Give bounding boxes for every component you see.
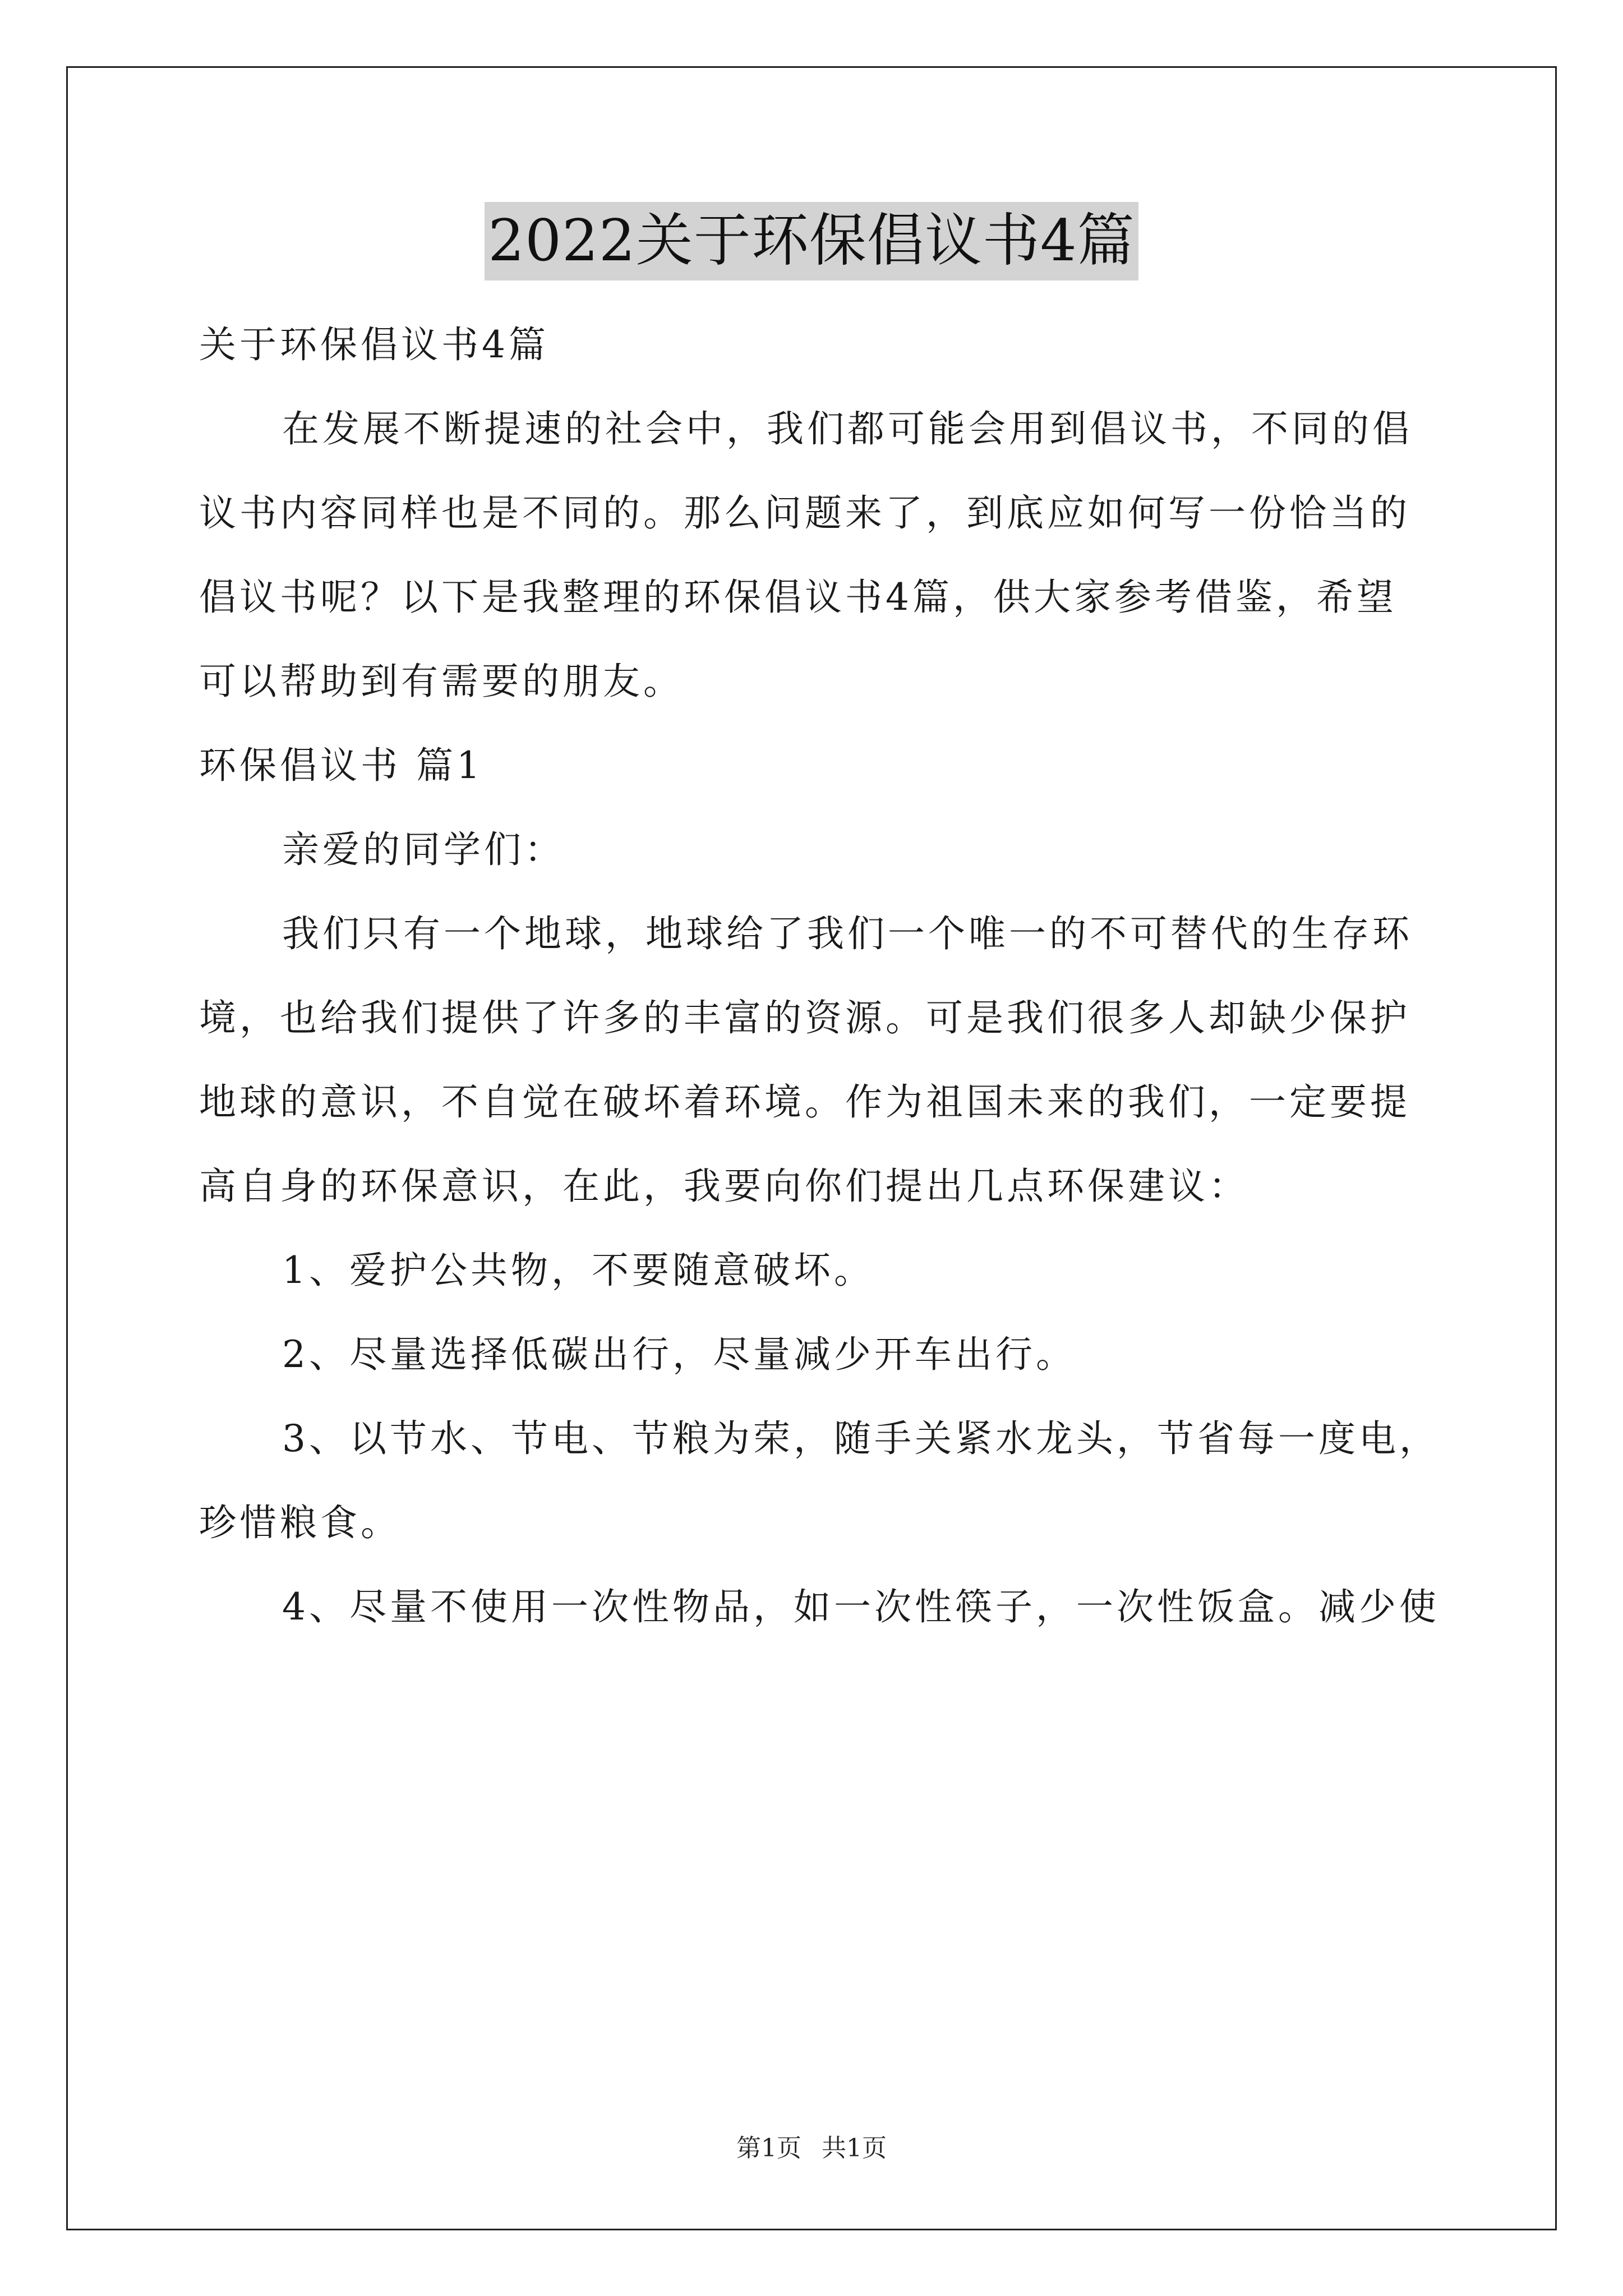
list-item: 1、爱护公共物，不要随意破坏。 <box>282 1249 874 1292</box>
body-line: 议书内容同样也是不同的。那么问题来了，到底应如何写一份恰当的 <box>199 491 1410 535</box>
salutation-line: 亲爱的同学们： <box>282 828 565 871</box>
list-item: 4、尽量不使用一次性物品，如一次性筷子，一次性饭盒。减少使 <box>282 1585 1440 1628</box>
page-footer <box>0 2132 1623 2165</box>
body-line: 可以帮助到有需要的朋友。 <box>199 660 684 703</box>
body-line: 我们只有一个地球，地球给了我们一个唯一的不可替代的生存环 <box>282 912 1413 955</box>
body-line: 境，也给我们提供了许多的丰富的资源。可是我们很多人却缺少保护 <box>199 996 1410 1039</box>
list-item: 3、以节水、节电、节粮为荣，随手关紧水龙头，节省每一度电， <box>282 1417 1440 1460</box>
list-item: 2、尽量选择低碳出行，尽量减少开车出行。 <box>282 1333 1076 1376</box>
subtitle-line: 关于环保倡议书4篇 <box>199 323 549 366</box>
section-heading: 环保倡议书 篇1 <box>199 744 483 787</box>
document-title: 2022关于环保倡议书4篇 <box>485 202 1138 280</box>
body-line: 地球的意识，不自觉在破坏着环境。作为祖国未来的我们，一定要提 <box>199 1080 1410 1124</box>
document-body <box>199 303 1440 1649</box>
page-number-total: 共1页 <box>822 2134 887 2162</box>
body-line: 在发展不断提速的社会中，我们都可能会用到倡议书，不同的倡 <box>282 407 1413 450</box>
title-container <box>0 202 1623 280</box>
page-number-current: 第1页 <box>736 2134 801 2162</box>
list-item-continuation: 珍惜粮食。 <box>199 1501 401 1544</box>
body-line: 高自身的环保意识，在此，我要向你们提出几点环保建议： <box>199 1165 1249 1208</box>
body-line: 倡议书呢？以下是我整理的环保倡议书4篇，供大家参考借鉴，希望 <box>199 576 1397 619</box>
